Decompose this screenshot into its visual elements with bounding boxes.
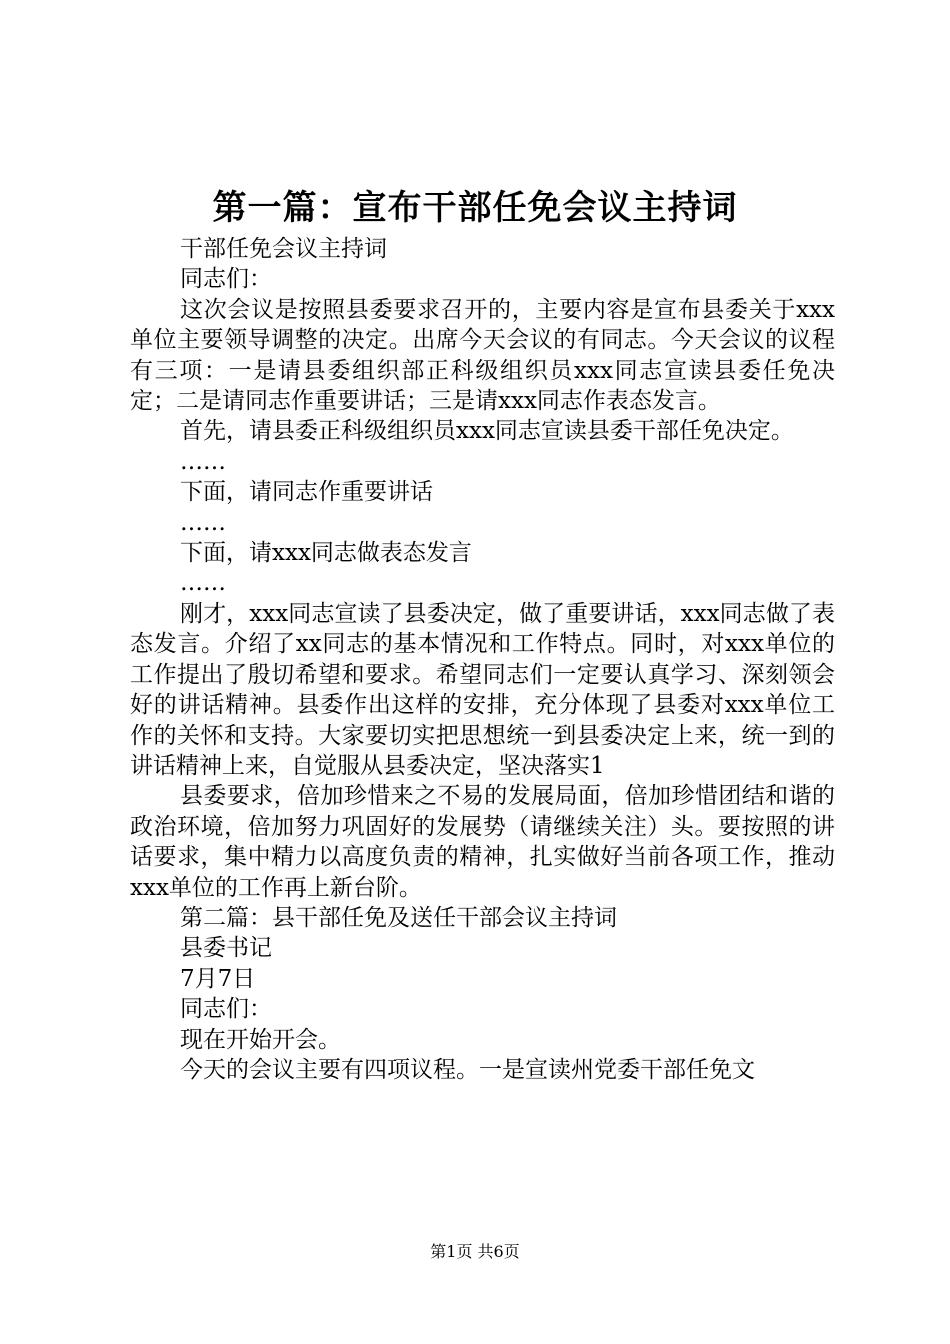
paragraph-intro: 这次会议是按照县委要求召开的，主要内容是宣布县委关于xxx单位主要领导调整的决定。出席今天会议的有同志。今天会议的议程有三项：一是请县委组织部正科级组织员xxx同志宣读县委任免决定；二是请同志作重要讲话；三是请xxx同志作表态发言。 [130,296,835,415]
paragraph-summary: 刚才，xxx同志宣读了县委决定，做了重要讲话，xxx同志做了表态发言。介绍了xx同志的基本情况和工作特点。同时，对xxx单位的工作提出了殷切希望和要求。希望同志们一定要认真学习、深刻领会好的讲话精神。县委作出这样的安排，充分体现了县委对xxx单位工作的关怀和支持。大家要切实把思想统一到县委决定上来，统一到的讲话精神上来，自觉服从县委决定，坚决落实1 [130,600,835,779]
paragraph-salutation: 同志们： [180,266,272,293]
paragraph-statement: 下面，请xxx同志做表态发言 [180,540,472,567]
paragraph-speaker: 县委书记 [180,935,272,962]
paragraph-first-item: 首先，请县委正科级组织员xxx同志宣读县委干部任免决定。 [180,418,794,445]
page-footer: 第1页 共6页 [430,1242,520,1261]
paragraph-salutation: 同志们： [180,996,272,1023]
paragraph-ellipsis: …… [180,448,226,475]
paragraph-section-two-heading: 第二篇：县干部任免及送任干部会议主持词 [180,904,617,931]
paragraph-agenda: 今天的会议主要有四项议程。一是宣读州党委干部任免文 [180,1056,755,1083]
document-title: 第一篇：宣布干部任免会议主持词 [212,188,738,228]
paragraph-date: 7月7日 [180,965,256,992]
paragraph-heading: 干部任免会议主持词 [180,236,387,262]
paragraph-opening: 现在开始开会。 [180,1026,341,1053]
paragraph-requirements: 县委要求，倍加珍惜来之不易的发展局面，倍加珍惜团结和谐的政治环境，倍加努力巩固好的发展势（请继续关注）头。要按照的讲话要求，集中精力以高度负责的精神，扎实做好当前各项工作，推动xxx单位的工作再上新台阶。 [130,783,835,901]
paragraph-ellipsis: …… [180,509,226,536]
document-body [130,234,835,1085]
paragraph-speech: 下面，请同志作重要讲话 [180,479,433,506]
paragraph-ellipsis: …… [180,570,226,597]
